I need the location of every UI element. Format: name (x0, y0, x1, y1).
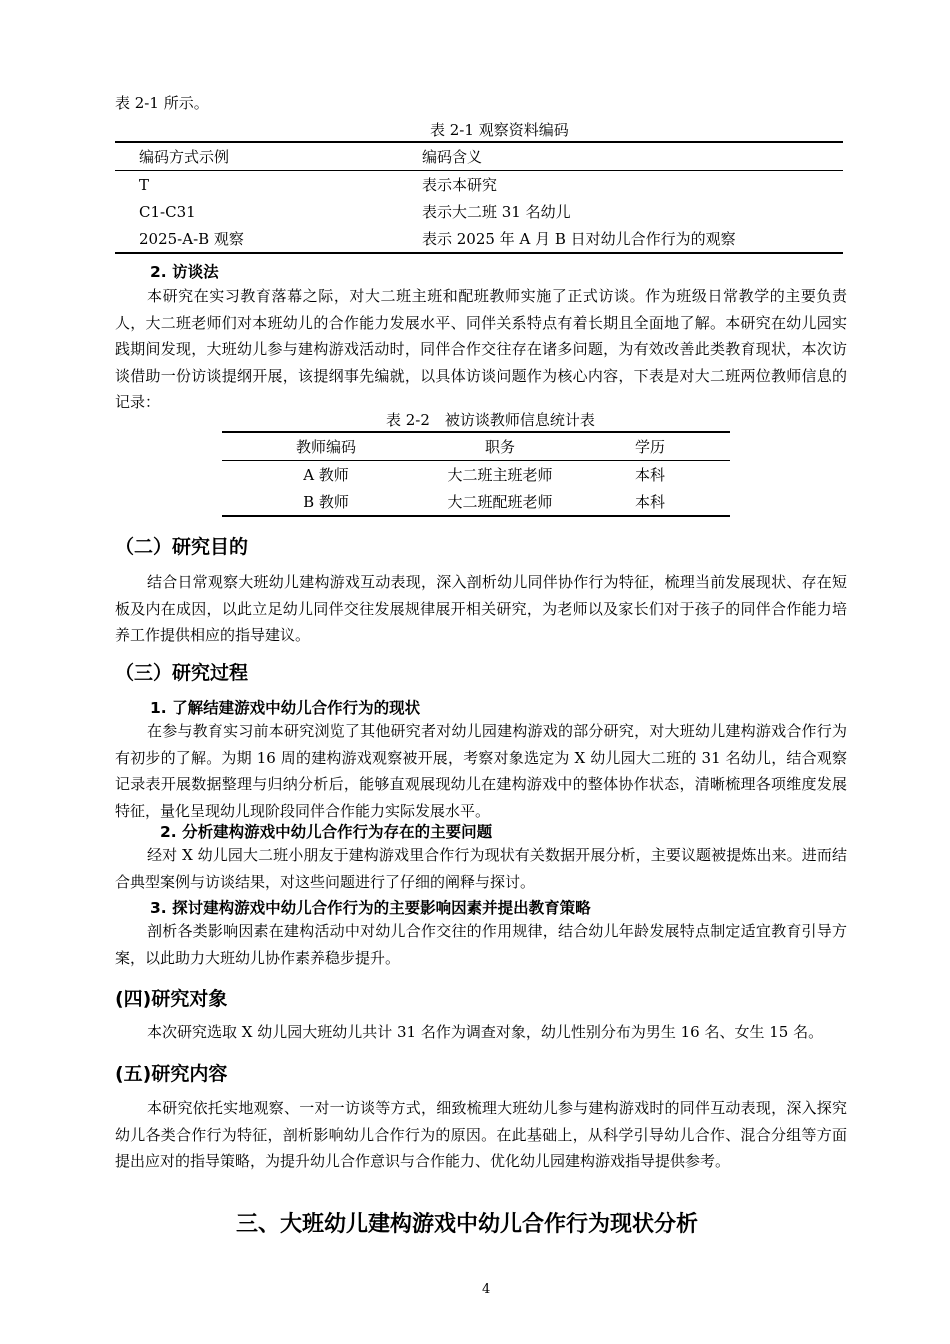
table-cell: 本科 (634, 466, 665, 484)
table-row (115, 171, 843, 199)
table-row (222, 461, 730, 489)
table-row (222, 488, 730, 516)
table-row (115, 198, 843, 225)
section-purpose-paragraph: 结合日常观察大班幼儿建构游戏互动表现，深入剖析幼儿同伴协作行为特征，梳理当前发展现状、存在短板及内在成因，以此立足幼儿同伴交往发展规律展开相关研究，为老师以及家长们对于孩子的同伴合作能力培养工作提供相应的指导建议。 (115, 573, 847, 644)
section-heading-process: （三）研究过程 (115, 662, 249, 684)
section-content-paragraph: 本研究依托实地观察、一对一访谈等方式，细致梳理大班幼儿参与建构游戏时的同伴互动表现，深入探究幼儿各类合作行为特征，剖析影响幼儿合作行为的原因。在此基础上，从科学引导幼儿合作、混合分组等方面提出应对的指导策略，为提升幼儿合作意识与合作能力、优化幼儿园建构游戏指导提供参考。 (115, 1099, 847, 1170)
interview-heading: 2. 访谈法 (150, 263, 219, 281)
chapter-heading: 三、大班幼儿建构游戏中幼儿合作行为现状分析 (236, 1212, 699, 1237)
table-row (115, 225, 843, 253)
table-observation-coding (115, 141, 843, 254)
page-number: 4 (482, 1282, 491, 1297)
subsection-heading-3: 3. 探讨建构游戏中幼儿合作行为的主要影响因素并提出教育策略 (150, 899, 591, 917)
table1-caption: 表 2-1 观察资料编码 (430, 121, 569, 139)
section-heading-subjects: (四)研究对象 (115, 988, 228, 1010)
table-interviewee-info (222, 431, 730, 517)
subsection-1-paragraph: 在参与教育实习前本研究浏览了其他研究者对幼儿园建构游戏的部分研究，对大班幼儿建构游戏合作行为有初步的了解。为期 16 周的建构游戏观察被开展，考察对象选定为 X 幼儿园大二班的 31 名幼儿，结合观察记录表开展数据整理与归纳分析后，能够直观展现幼儿在建构游戏中的整体协作状态，清晰梳理各项维度发展特征，量化呈现幼儿现阶段同伴合作能力实际发展水平。 (115, 722, 847, 820)
table-cell: 表示 2025 年 A 月 B 日对幼儿合作行为的观察 (422, 230, 736, 248)
table-header-cell: 学历 (570, 432, 730, 461)
section-heading-purpose: （二）研究目的 (115, 536, 249, 558)
table-header-cell: 教师编码 (222, 432, 430, 461)
table-header-cell: 编码含义 (422, 142, 843, 171)
table-cell: 表示本研究 (422, 176, 498, 194)
intro-line: 表 2-1 所示。 (115, 94, 209, 112)
table-cell: 本科 (634, 493, 665, 511)
table-cell: A 教师 (303, 466, 349, 484)
section-subjects-paragraph: 本次研究选取 X 幼儿园大班幼儿共计 31 名作为调查对象，幼儿性别分布为男生 16 名、女生 15 名。 (147, 1023, 824, 1041)
table-cell: 表示大二班 31 名幼儿 (422, 203, 571, 221)
section-heading-content: (五)研究内容 (115, 1063, 228, 1085)
table-cell: 大二班主班老师 (447, 466, 553, 484)
table2-caption: 表 2-2 被访谈教师信息统计表 (386, 411, 595, 429)
table-header-cell: 职务 (430, 432, 570, 461)
table-cell: 大二班配班老师 (447, 493, 553, 511)
table-cell: B 教师 (303, 493, 349, 511)
table-cell: T (139, 175, 150, 194)
table-header-row (222, 432, 730, 461)
table-header-cell: 编码方式示例 (115, 142, 422, 171)
subsection-heading-2: 2. 分析建构游戏中幼儿合作行为存在的主要问题 (160, 823, 493, 841)
table-header-row (115, 142, 843, 171)
table-cell: C1-C31 (139, 202, 196, 221)
table-cell: 2025-A-B 观察 (139, 230, 244, 248)
subsection-heading-1: 1. 了解结建游戏中幼儿合作行为的现状 (150, 699, 421, 717)
interview-paragraph: 本研究在实习教育落幕之际，对大二班主班和配班教师实施了正式访谈。作为班级日常教学的主要负责人，大二班老师们对本班幼儿的合作能力发展水平、同伴关系特点有着长期且全面地了解。本研究在幼儿园实践期间发现，大班幼儿参与建构游戏活动时，同伴合作交往存在诸多问题，为有效改善此类教育现状，本次访谈借助一份访谈提纲开展，该提纲事先编就，以具体访谈问题作为核心内容，下表是对大二班两位教师信息的记录： (115, 287, 847, 411)
subsection-2-paragraph: 经对 X 幼儿园大二班小朋友于建构游戏里合作行为现状有关数据开展分析，主要议题被提炼出来。进而结合典型案例与访谈结果，对这些问题进行了仔细的阐释与探讨。 (115, 846, 847, 891)
subsection-3-paragraph: 剖析各类影响因素在建构活动中对幼儿合作交往的作用规律，结合幼儿年龄发展特点制定适宜教育引导方案，以此助力大班幼儿协作素养稳步提升。 (115, 922, 847, 967)
